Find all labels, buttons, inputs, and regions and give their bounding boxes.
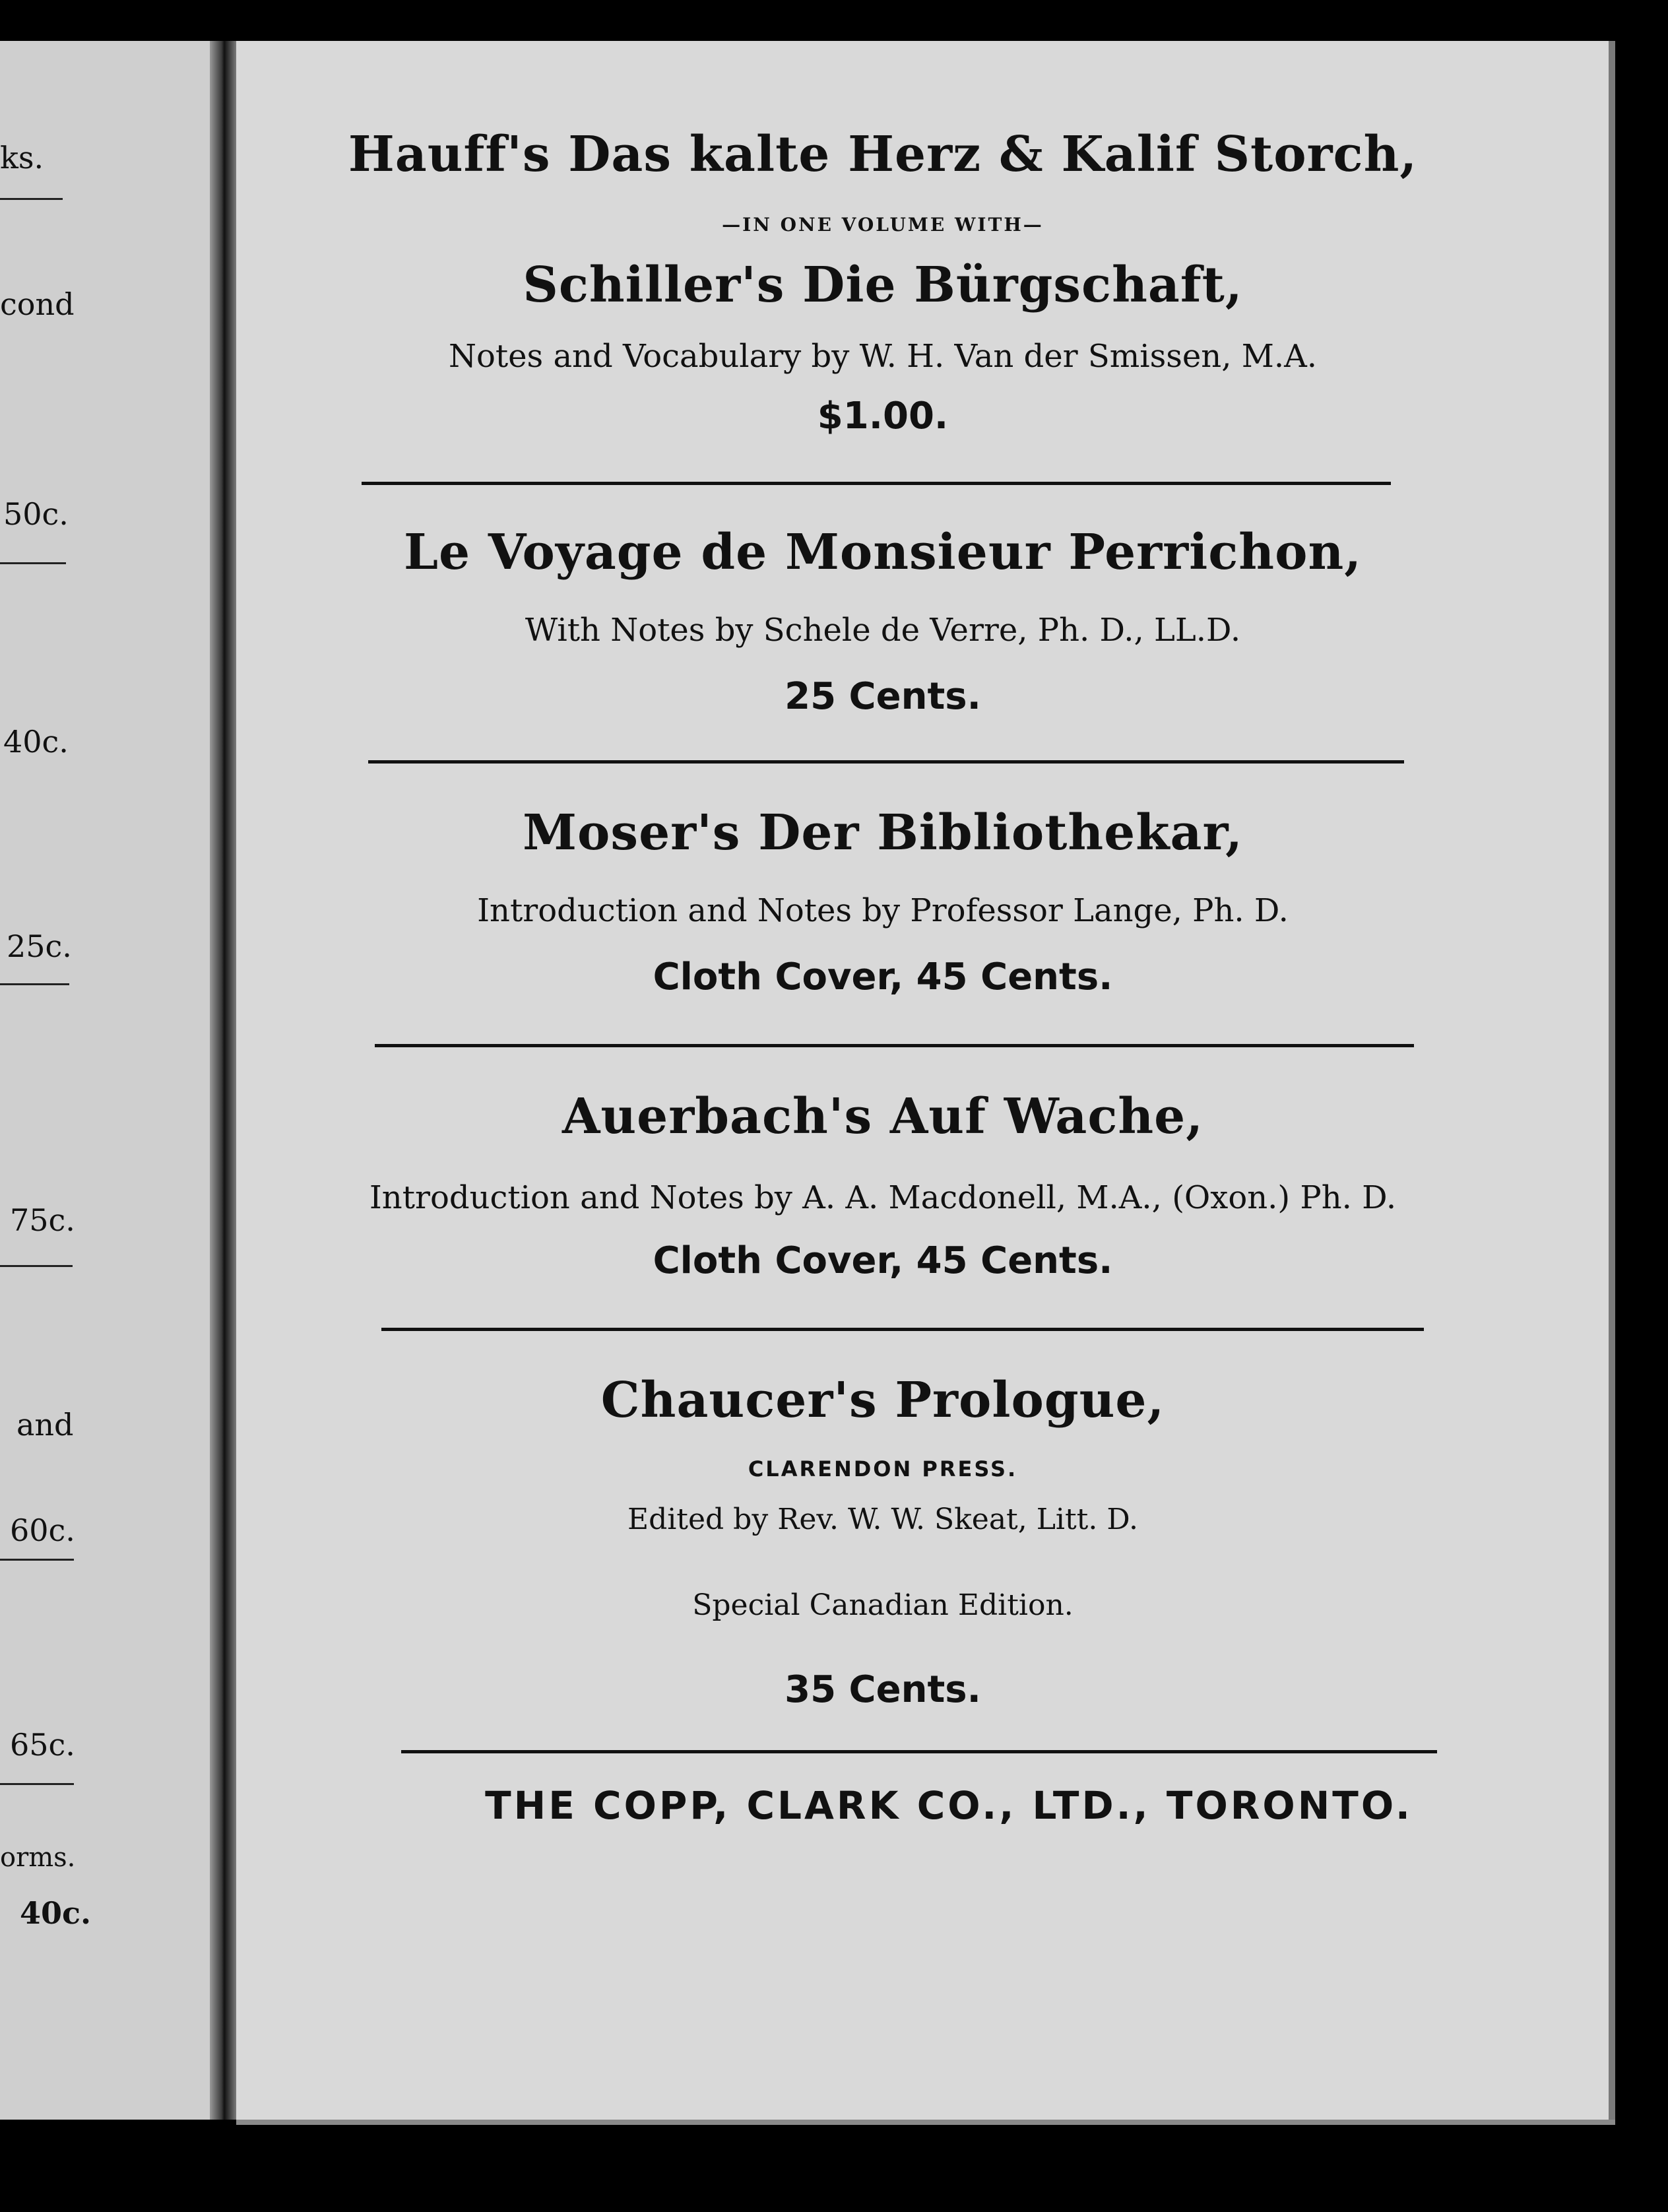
left-fragment: 75c. xyxy=(10,1202,75,1238)
entry-credit: With Notes by Schele de Verre, Ph. D., LL.D. xyxy=(525,612,1241,649)
entry-title: Moser's Der Bibliothekar, xyxy=(523,804,1243,861)
entry-title: Schiller's Die Bürgschaft, xyxy=(523,257,1243,313)
left-fragment: 25c. xyxy=(7,928,72,964)
divider-rule xyxy=(401,1750,1437,1753)
left-rule xyxy=(0,1783,74,1785)
divider-rule xyxy=(381,1328,1424,1331)
entry-price: 25 Cents. xyxy=(785,675,981,718)
entry-press: CLARENDON PRESS. xyxy=(748,1456,1018,1481)
entry-price: Cloth Cover, 45 Cents. xyxy=(653,1239,1113,1282)
left-rule xyxy=(0,198,63,200)
left-fragment: 60c. xyxy=(10,1513,75,1548)
entry-price: 35 Cents. xyxy=(785,1668,981,1711)
left-rule xyxy=(0,1559,74,1561)
divider-rule xyxy=(368,760,1404,764)
adjacent-page xyxy=(0,41,210,2120)
left-fragment: 65c. xyxy=(10,1727,75,1763)
entry-price: $1.00. xyxy=(817,395,949,438)
publisher-line: THE COPP, CLARK CO., LTD., TORONTO. xyxy=(485,1783,1413,1828)
entry-edition: Special Canadian Edition. xyxy=(692,1588,1074,1622)
left-fragment: 40c. xyxy=(20,1895,92,1931)
left-fragment: 40c. xyxy=(3,724,69,760)
page-edge xyxy=(1609,41,1615,2120)
entry-credit: Introduction and Notes by A. A. Macdonell, M.A., (Oxon.) Ph. D. xyxy=(369,1179,1397,1216)
left-rule xyxy=(0,562,66,564)
entry-credit: Edited by Rev. W. W. Skeat, Litt. D. xyxy=(627,1503,1139,1536)
left-fragment: cond xyxy=(0,286,75,322)
left-rule xyxy=(0,983,69,985)
entry-credit: Notes and Vocabulary by W. H. Van der Smissen, M.A. xyxy=(448,338,1318,375)
entry-title: Le Voyage de Monsieur Perrichon, xyxy=(403,524,1363,581)
left-fragment: and xyxy=(16,1407,74,1443)
advertisement-page xyxy=(236,41,1609,2120)
left-fragment: 50c. xyxy=(3,496,69,532)
entry-subtitle: —IN ONE VOLUME WITH— xyxy=(722,214,1044,236)
page-edge xyxy=(236,2120,1615,2125)
left-fragment: ks. xyxy=(0,140,44,176)
entry-price: Cloth Cover, 45 Cents. xyxy=(653,956,1113,998)
left-fragment: orms. xyxy=(0,1842,76,1873)
entry-title: Hauff's Das kalte Herz & Kalif Storch, xyxy=(348,126,1418,183)
entry-title: Auerbach's Auf Wache, xyxy=(561,1088,1204,1145)
entry-title: Chaucer's Prologue, xyxy=(600,1372,1165,1429)
book-spine xyxy=(210,41,236,2120)
divider-rule xyxy=(362,482,1391,485)
left-rule xyxy=(0,1265,73,1267)
entry-credit: Introduction and Notes by Professor Lange, Ph. D. xyxy=(477,892,1289,929)
divider-rule xyxy=(375,1044,1414,1047)
